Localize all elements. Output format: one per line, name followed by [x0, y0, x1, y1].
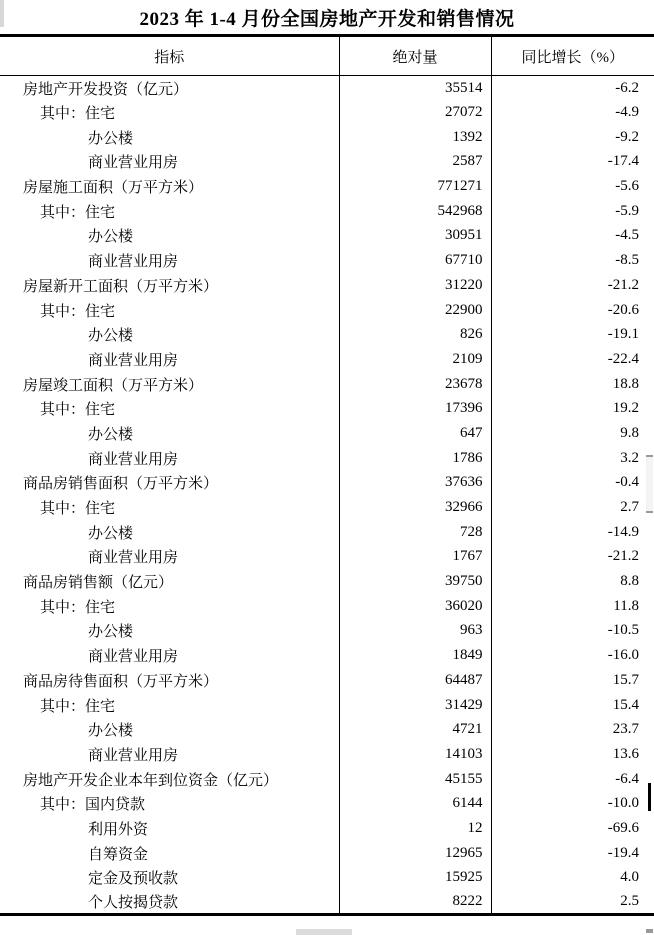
growth-cell: 2.5 — [491, 890, 654, 915]
indicator-cell: 办公楼 — [88, 525, 134, 542]
growth-cell: 9.8 — [491, 421, 654, 446]
indicator-cell: 自筹资金 — [88, 846, 149, 863]
indicator-cell: 其中：住宅 — [40, 501, 116, 518]
absolute-value-cell: 1392 — [339, 125, 491, 150]
growth-cell: -21.2 — [491, 545, 654, 570]
absolute-value-cell: 22900 — [339, 298, 491, 323]
indicator-cell: 办公楼 — [88, 426, 134, 443]
absolute-value-cell: 31220 — [339, 273, 491, 298]
bottom-right-fragment — [646, 929, 653, 933]
absolute-value-cell: 2587 — [339, 150, 491, 175]
absolute-value-cell: 15925 — [339, 866, 491, 891]
indicator-cell: 房地产开发企业本年到位资金（亿元） — [23, 772, 279, 789]
vertical-scrollbar-thumb[interactable] — [646, 455, 653, 513]
absolute-value-cell: 36020 — [339, 594, 491, 619]
table-row — [0, 816, 654, 841]
indicator-cell: 其中：住宅 — [40, 303, 116, 320]
absolute-value-cell: 31429 — [339, 693, 491, 718]
bottom-scrollbar-fragment — [296, 929, 352, 935]
table-row — [0, 347, 654, 372]
growth-cell: 15.7 — [491, 668, 654, 693]
growth-cell: -5.6 — [491, 174, 654, 199]
indicator-cell: 商品房待售面积（万平方米） — [23, 673, 219, 690]
header-row — [0, 36, 654, 76]
statistics-table — [0, 34, 654, 916]
growth-cell: -5.9 — [491, 199, 654, 224]
table-row — [0, 866, 654, 891]
indicator-cell: 其中：住宅 — [40, 402, 116, 419]
absolute-value-cell: 27072 — [339, 100, 491, 125]
page-title: 2023 年 1-4 月份全国房地产开发和销售情况 — [139, 8, 515, 30]
table-row — [0, 594, 654, 619]
indicator-cell: 商业营业用房 — [88, 550, 179, 567]
absolute-value-cell: 6144 — [339, 791, 491, 816]
absolute-value-cell: 1767 — [339, 545, 491, 570]
table-row — [0, 890, 654, 915]
growth-cell: 8.8 — [491, 569, 654, 594]
table-row — [0, 199, 654, 224]
growth-cell: -4.5 — [491, 224, 654, 249]
indicator-cell: 房屋竣工面积（万平方米） — [23, 377, 204, 394]
growth-cell: 11.8 — [491, 594, 654, 619]
indicator-cell: 商业营业用房 — [88, 155, 179, 172]
indicator-cell: 其中：住宅 — [40, 599, 116, 616]
growth-cell: -6.4 — [491, 767, 654, 792]
table-row — [0, 396, 654, 421]
table-row — [0, 76, 654, 101]
indicator-cell: 办公楼 — [88, 723, 134, 740]
growth-cell: 23.7 — [491, 717, 654, 742]
indicator-cell: 利用外资 — [88, 821, 149, 838]
growth-cell: -19.1 — [491, 322, 654, 347]
top-left-scrollbar-fragment — [0, 0, 4, 27]
indicator-cell: 房屋新开工面积（万平方米） — [23, 278, 219, 295]
header-indicator: 指标 — [0, 36, 339, 76]
absolute-value-cell: 771271 — [339, 174, 491, 199]
table-row — [0, 372, 654, 397]
absolute-value-cell: 64487 — [339, 668, 491, 693]
growth-cell: -22.4 — [491, 347, 654, 372]
absolute-value-cell: 2109 — [339, 347, 491, 372]
absolute-value-cell: 30951 — [339, 224, 491, 249]
table-row — [0, 520, 654, 545]
indicator-cell: 商业营业用房 — [88, 254, 179, 271]
table-row — [0, 668, 654, 693]
absolute-value-cell: 728 — [339, 520, 491, 545]
absolute-value-cell: 67710 — [339, 248, 491, 273]
growth-cell: -69.6 — [491, 816, 654, 841]
growth-cell: -4.9 — [491, 100, 654, 125]
growth-cell: -21.2 — [491, 273, 654, 298]
growth-cell: 3.2 — [491, 446, 654, 471]
header-absolute-value: 绝对量 — [339, 36, 491, 76]
indicator-cell: 房屋施工面积（万平方米） — [23, 180, 204, 197]
absolute-value-cell: 17396 — [339, 396, 491, 421]
table-row — [0, 643, 654, 668]
table-header — [0, 36, 654, 76]
table-row — [0, 174, 654, 199]
indicator-cell: 商业营业用房 — [88, 352, 179, 369]
growth-cell: -10.0 — [491, 791, 654, 816]
growth-cell: 2.7 — [491, 495, 654, 520]
indicator-cell: 办公楼 — [88, 229, 134, 246]
absolute-value-cell: 39750 — [339, 569, 491, 594]
table-row — [0, 150, 654, 175]
table-row — [0, 742, 654, 767]
absolute-value-cell: 23678 — [339, 372, 491, 397]
table-body — [0, 76, 654, 915]
growth-cell: -20.6 — [491, 298, 654, 323]
table-row — [0, 767, 654, 792]
absolute-value-cell: 14103 — [339, 742, 491, 767]
growth-cell: -19.4 — [491, 841, 654, 866]
table-row — [0, 125, 654, 150]
growth-cell: 15.4 — [491, 693, 654, 718]
absolute-value-cell: 45155 — [339, 767, 491, 792]
growth-cell: -0.4 — [491, 471, 654, 496]
table-row — [0, 421, 654, 446]
indicator-cell: 办公楼 — [88, 328, 134, 345]
table-row — [0, 298, 654, 323]
header-growth: 同比增长（%） — [491, 36, 654, 76]
table-row — [0, 495, 654, 520]
absolute-value-cell: 12 — [339, 816, 491, 841]
absolute-value-cell: 4721 — [339, 717, 491, 742]
indicator-cell: 商品房销售面积（万平方米） — [23, 476, 219, 493]
table-row — [0, 100, 654, 125]
absolute-value-cell: 1849 — [339, 643, 491, 668]
indicator-cell: 其中：国内贷款 — [40, 797, 146, 814]
absolute-value-cell: 32966 — [339, 495, 491, 520]
table-row — [0, 446, 654, 471]
indicator-cell: 其中：住宅 — [40, 698, 116, 715]
table-row — [0, 569, 654, 594]
table-row — [0, 791, 654, 816]
indicator-cell: 商业营业用房 — [88, 451, 179, 468]
growth-cell: -14.9 — [491, 520, 654, 545]
indicator-cell: 商品房销售额（亿元） — [23, 575, 174, 592]
growth-cell: -9.2 — [491, 125, 654, 150]
indicator-cell: 商业营业用房 — [88, 649, 179, 666]
growth-cell: 13.6 — [491, 742, 654, 767]
indicator-cell: 房地产开发投资（亿元） — [23, 81, 189, 98]
table-row — [0, 545, 654, 570]
indicator-cell: 其中：住宅 — [40, 204, 116, 221]
absolute-value-cell: 12965 — [339, 841, 491, 866]
indicator-cell: 定金及预收款 — [88, 871, 179, 888]
table-row — [0, 224, 654, 249]
table-row — [0, 248, 654, 273]
table-row — [0, 841, 654, 866]
absolute-value-cell: 647 — [339, 421, 491, 446]
growth-cell: -6.2 — [491, 76, 654, 101]
text-cursor — [648, 783, 651, 811]
indicator-cell: 商业营业用房 — [88, 747, 179, 764]
absolute-value-cell: 826 — [339, 322, 491, 347]
table-row — [0, 619, 654, 644]
absolute-value-cell: 963 — [339, 619, 491, 644]
growth-cell: -17.4 — [491, 150, 654, 175]
growth-cell: -8.5 — [491, 248, 654, 273]
table-row — [0, 693, 654, 718]
absolute-value-cell: 1786 — [339, 446, 491, 471]
table-row — [0, 322, 654, 347]
absolute-value-cell: 35514 — [339, 76, 491, 101]
growth-cell: 18.8 — [491, 372, 654, 397]
growth-cell: 4.0 — [491, 866, 654, 891]
absolute-value-cell: 8222 — [339, 890, 491, 915]
growth-cell: 19.2 — [491, 396, 654, 421]
growth-cell: -16.0 — [491, 643, 654, 668]
absolute-value-cell: 542968 — [339, 199, 491, 224]
absolute-value-cell: 37636 — [339, 471, 491, 496]
table-row — [0, 471, 654, 496]
indicator-cell: 其中：住宅 — [40, 106, 116, 123]
indicator-cell: 个人按揭贷款 — [88, 895, 179, 912]
indicator-cell: 办公楼 — [88, 624, 134, 641]
indicator-cell: 办公楼 — [88, 130, 134, 147]
table-row — [0, 717, 654, 742]
growth-cell: -10.5 — [491, 619, 654, 644]
table-row — [0, 273, 654, 298]
